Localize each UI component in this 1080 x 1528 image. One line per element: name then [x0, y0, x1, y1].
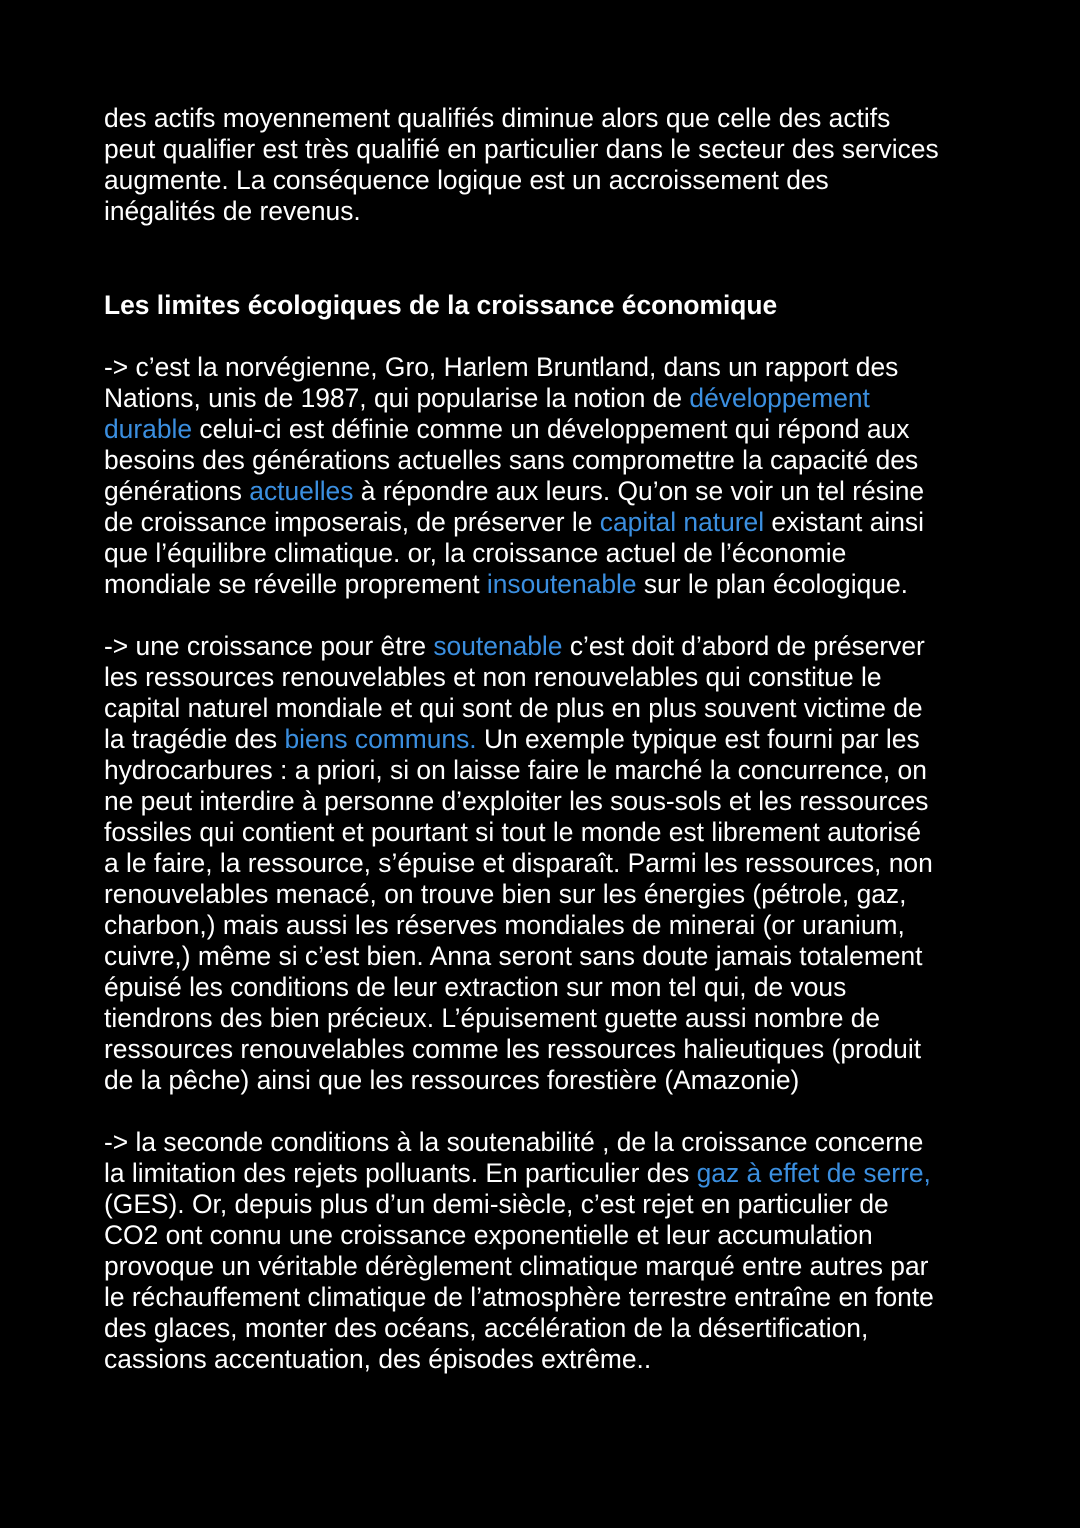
text-segment: CO2 ont connu une croissance exponentielle et leur accumulation: [104, 1220, 873, 1250]
text-line: [104, 879, 984, 910]
text-line: [104, 1313, 984, 1344]
text-segment: ressources renouvelables comme les ressources halieutiques (produit: [104, 1034, 922, 1064]
text-segment: renouvelables menacé, on trouve bien sur les énergies (pétrole, gaz,: [104, 879, 907, 909]
text-line: [104, 414, 984, 445]
text-line: [104, 476, 984, 507]
text-segment: fossiles qui contient et pourtant si tout le monde est librement autorisé: [104, 817, 922, 847]
highlighted-term: actuelles: [249, 476, 354, 506]
text-line: [104, 134, 984, 165]
intro-paragraph: [104, 103, 984, 227]
highlighted-term: gaz à effet de serre,: [696, 1158, 931, 1188]
highlighted-term: biens communs.: [284, 724, 477, 754]
text-line: [104, 103, 984, 134]
text-segment: besoins des générations actuelles sans compromettre la capacité des: [104, 445, 919, 475]
text-segment: la limitation des rejets polluants. En particulier des: [104, 1158, 697, 1188]
text-line: [104, 1251, 984, 1282]
text-line: [104, 1034, 984, 1065]
text-segment: épuisé les conditions de leur extraction sur mon tel qui, de vous: [104, 972, 847, 1002]
text-segment: que l’équilibre climatique. or, la croissance actuel de l’économie: [104, 538, 847, 568]
text-segment: sur le plan écologique.: [636, 569, 908, 599]
text-segment: ne peut interdire à personne d’exploiter les sous-sols et les ressources: [104, 786, 929, 816]
highlighted-term: développement: [689, 383, 870, 413]
text-segment: existant ainsi: [764, 507, 924, 537]
text-segment: (GES). Or, depuis plus d’un demi-siècle, c’est rejet en particulier de: [104, 1189, 889, 1219]
text-line: [104, 941, 984, 972]
text-segment: de croissance imposerais, de préserver le: [104, 507, 600, 537]
text-line: [104, 1189, 984, 1220]
highlighted-term: durable: [104, 414, 193, 444]
text-line: [104, 383, 984, 414]
text-segment: le réchauffement climatique de l’atmosphère terrestre entraîne en fonte: [104, 1282, 934, 1312]
text-line: [104, 817, 984, 848]
text-line: [104, 693, 984, 724]
text-line: [104, 662, 984, 693]
text-line: [104, 352, 984, 383]
text-segment: tiendrons des bien précieux. L’épuisement guette aussi nombre de: [104, 1003, 881, 1033]
text-segment: augmente. La conséquence logique est un accroissement des: [104, 165, 829, 195]
spacer: [104, 227, 984, 290]
text-segment: -> c’est la norvégienne, Gro, Harlem Bruntland, dans un rapport des: [104, 352, 899, 382]
text-segment: charbon,) mais aussi les réserves mondiales de minerai (or uranium,: [104, 910, 905, 940]
text-segment: c’est doit d’abord de préserver: [562, 631, 925, 661]
text-line: [104, 507, 984, 538]
text-line: [104, 910, 984, 941]
highlighted-term: soutenable: [433, 631, 563, 661]
text-line: [104, 1127, 984, 1158]
text-segment: générations: [104, 476, 250, 506]
text-segment: hydrocarbures : a priori, si on laisse faire le marché la concurrence, on: [104, 755, 927, 785]
text-segment: cuivre,) même si c’est bien. Anna seront sans doute jamais totalement: [104, 941, 923, 971]
text-line: [104, 848, 984, 879]
text-segment: les ressources renouvelables et non renouvelables qui constitue le: [104, 662, 882, 692]
spacer: [104, 600, 984, 631]
document-page: [104, 103, 984, 1375]
text-segment: celui-ci est définie comme un développement qui répond aux: [192, 414, 910, 444]
text-segment: capital naturel mondiale et qui sont de plus en plus souvent victime de: [104, 693, 923, 723]
spacer: [104, 1096, 984, 1127]
section-body: [104, 352, 984, 1375]
text-line: [104, 445, 984, 476]
text-segment: a le faire, la ressource, s’épuise et disparaît. Parmi les ressources, non: [104, 848, 933, 878]
text-line: [104, 1158, 984, 1189]
text-line: [104, 631, 984, 662]
text-line: [104, 755, 984, 786]
text-segment: la tragédie des: [104, 724, 285, 754]
text-segment: peut qualifier est très qualifié en particulier dans le secteur des services: [104, 134, 939, 164]
body-paragraph: [104, 1127, 984, 1375]
text-segment: provoque un véritable dérèglement climatique marqué entre autres par: [104, 1251, 929, 1281]
text-line: [104, 569, 984, 600]
highlighted-term: insoutenable: [486, 569, 637, 599]
text-segment: des glaces, monter des océans, accélération de la désertification,: [104, 1313, 869, 1343]
text-line: [104, 538, 984, 569]
text-segment: de la pêche) ainsi que les ressources forestière (Amazonie): [104, 1065, 800, 1095]
text-line: [104, 1003, 984, 1034]
text-segment: inégalités de revenus.: [104, 196, 361, 226]
body-paragraph: [104, 631, 984, 1096]
text-line: [104, 165, 984, 196]
body-paragraph: [104, 352, 984, 600]
text-line: [104, 1282, 984, 1313]
text-line: [104, 1065, 984, 1096]
text-line: [104, 1344, 984, 1375]
text-segment: des actifs moyennement qualifiés diminue alors que celle des actifs: [104, 103, 891, 133]
text-segment: -> une croissance pour être: [104, 631, 434, 661]
text-line: [104, 972, 984, 1003]
spacer: [104, 321, 984, 352]
text-line: [104, 1220, 984, 1251]
text-line: [104, 196, 984, 227]
text-segment: -> la seconde conditions à la soutenabilité , de la croissance concerne: [104, 1127, 924, 1157]
text-segment: Un exemple typique est fourni par les: [476, 724, 920, 754]
text-line: [104, 786, 984, 817]
highlighted-term: capital naturel: [599, 507, 765, 537]
text-segment: à répondre aux leurs. Qu’on se voir un tel résine: [353, 476, 925, 506]
text-segment: Nations, unis de 1987, qui popularise la notion de: [104, 383, 690, 413]
section-heading: Les limites écologiques de la croissance économique: [104, 290, 778, 320]
text-segment: cassions accentuation, des épisodes extrême..: [104, 1344, 652, 1374]
text-line: [104, 724, 984, 755]
text-segment: mondiale se réveille proprement: [104, 569, 487, 599]
